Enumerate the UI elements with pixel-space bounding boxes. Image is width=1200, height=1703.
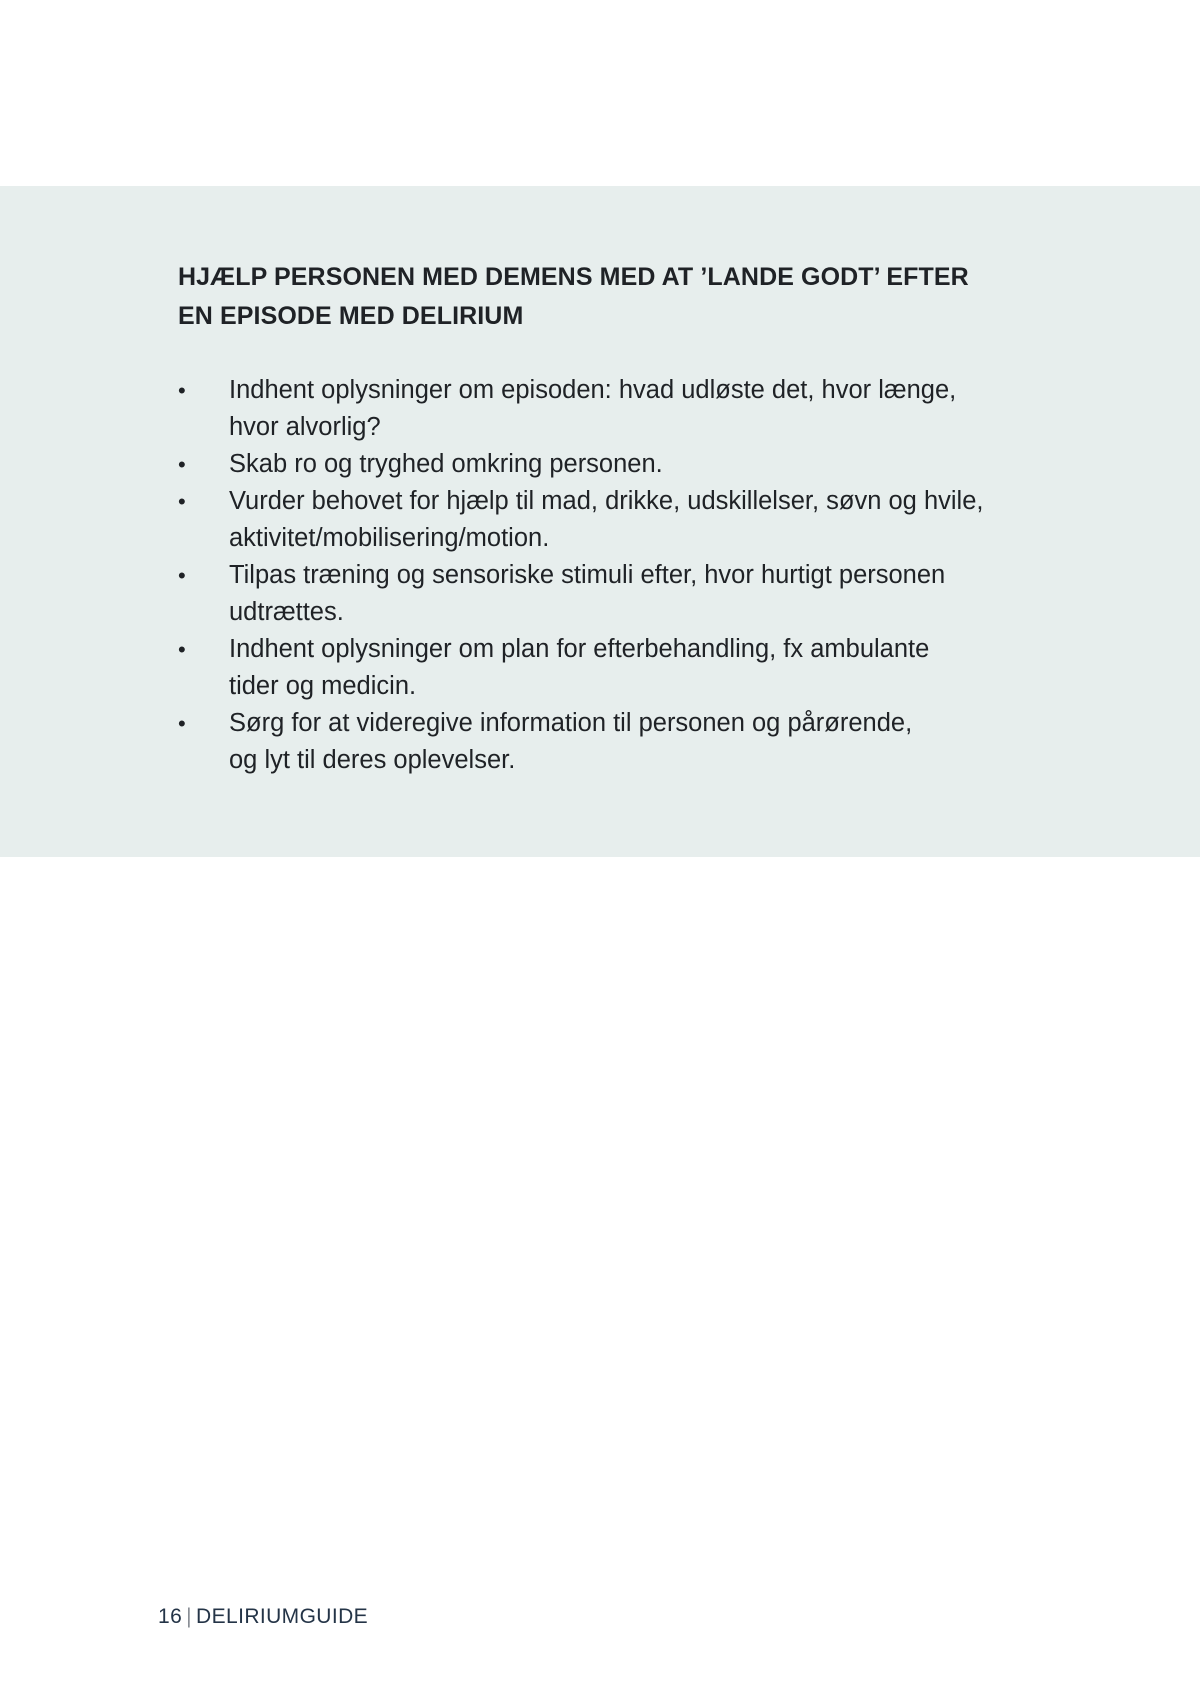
list-item xyxy=(178,557,1038,631)
guide-name: DELIRIUMGUIDE xyxy=(196,1605,369,1628)
list-item xyxy=(178,483,1038,557)
bullet-icon: • xyxy=(178,711,186,736)
bullet-icon: • xyxy=(178,378,186,403)
footer-separator: | xyxy=(186,1605,193,1628)
list-item-line-2: tider og medicin. xyxy=(229,672,417,700)
page-footer xyxy=(158,1604,368,1630)
list-item-line-2: og lyt til deres oplevelser. xyxy=(229,746,516,774)
box-heading-line-1: HJÆLP PERSONEN MED DEMENS MED AT ’LANDE GODT’ EFTER xyxy=(178,263,969,291)
list-item-line-2: hvor alvorlig? xyxy=(229,413,381,441)
list-item xyxy=(178,631,1038,705)
list-item-line-1: Sørg for at videregive information til personen og pårørende, xyxy=(229,709,913,737)
list-item-line-1: Indhent oplysninger om episoden: hvad udløste det, hvor længe, xyxy=(229,376,957,404)
list-item xyxy=(178,705,1038,779)
bullet-icon: • xyxy=(178,489,186,514)
advice-list xyxy=(178,372,1038,779)
list-item-line-1: Tilpas træning og sensoriske stimuli efter, hvor hurtigt personen xyxy=(229,561,946,589)
box-heading-line-2: EN EPISODE MED DELIRIUM xyxy=(178,302,524,330)
list-item-line-1: Indhent oplysninger om plan for efterbehandling, fx ambulante xyxy=(229,635,930,663)
list-item-line-1: Skab ro og tryghed omkring personen. xyxy=(229,450,663,478)
bullet-icon: • xyxy=(178,563,186,588)
list-item-line-2: udtrættes. xyxy=(229,598,344,626)
list-item-line-2: aktivitet/mobilisering/motion. xyxy=(229,524,550,552)
box-heading xyxy=(178,258,1038,336)
list-item-line-1: Vurder behovet for hjælp til mad, drikke, udskillelser, søvn og hvile, xyxy=(229,487,984,515)
page-number: 16 xyxy=(158,1605,183,1628)
bullet-icon: • xyxy=(178,452,186,477)
bullet-icon: • xyxy=(178,637,186,662)
list-item xyxy=(178,446,1038,483)
list-item xyxy=(178,372,1038,446)
